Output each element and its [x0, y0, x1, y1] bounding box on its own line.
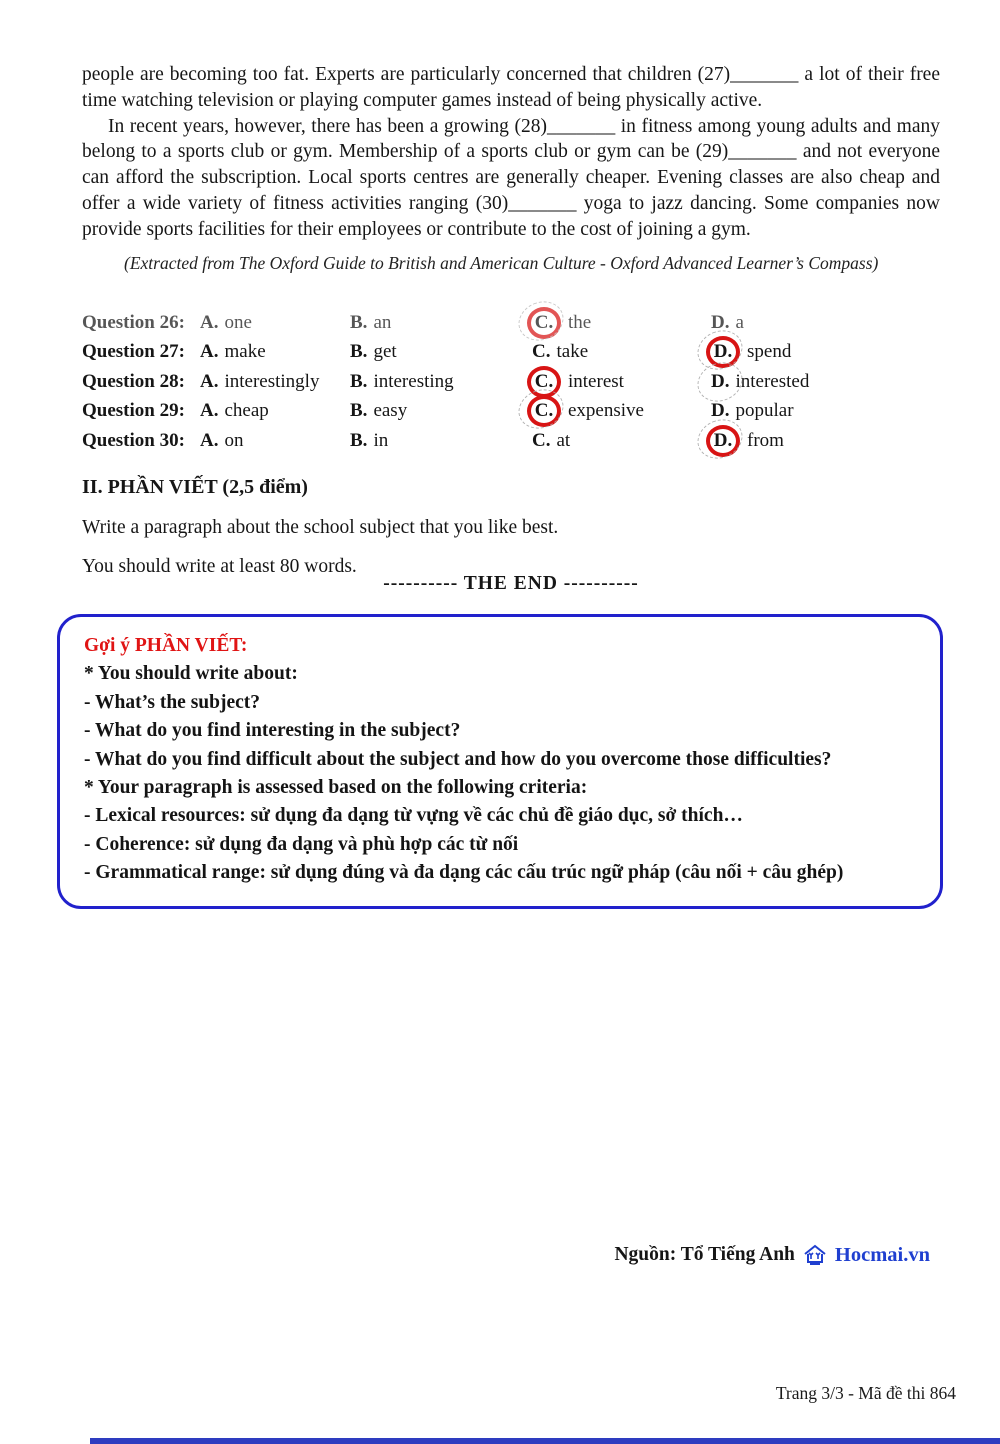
page-number-footer: Trang 3/3 - Mã đề thi 864 [775, 1383, 956, 1403]
suggestion-line: * You should write about: [84, 663, 298, 685]
suggestion-line: - Coherence: sử dụng đa dạng và phù hợp các từ nối [84, 833, 519, 855]
writing-section [82, 476, 940, 595]
suggestion-line: - What’s the subject? [84, 691, 261, 713]
suggestion-box-title: Gợi ý PHẦN VIẾT: [84, 635, 248, 656]
passage-paragraph-2: In recent years, however, there has been a growing (28)_______ in fitness among young adults and many belong to a sports club or gym. Membership of a sports club or gym can be (29)_______ and not everyone can afford the subscription. Local sports centres are generally cheaper. Evening classes are also cheap and offer a wide variety of fitness activities ranging (30)_______ yoga to jazz dancing. Some companies now provide sports facilities for their employees or contribute to the cost of joining a gym. [82, 115, 940, 240]
writing-section-heading: II. PHẦN VIẾT (2,5 điểm) [82, 476, 308, 498]
option-b: B. interesting [350, 370, 454, 392]
source-label: Nguồn: Tổ Tiếng Anh [614, 1244, 795, 1265]
writing-requirement: You should write at least 80 words. [82, 556, 357, 577]
option-d: D. a [711, 311, 744, 333]
suggestion-line: - What do you find difficult about the subject and how do you overcome those difficulties? [84, 748, 832, 770]
question-row-26 [82, 308, 962, 338]
suggestion-line: * Your paragraph is assessed based on the following criteria: [84, 777, 588, 799]
option-b: B. in [350, 429, 389, 451]
answer-circle-annotation: D. [711, 428, 741, 454]
question-number: Question 28: [82, 370, 185, 392]
option-c: C. at [532, 429, 571, 451]
option-d: D. interested [711, 370, 810, 392]
passage-paragraph-1: people are becoming too fat. Experts are particularly concerned that children (27)_______ a lot of their free time watching television or playing computer games instead of being physically active. [82, 64, 940, 111]
question-row-28 [82, 367, 962, 397]
answer-circle-annotation: C. [532, 310, 562, 336]
answer-circle-annotation: C. [532, 398, 562, 424]
question-row-30 [82, 426, 962, 456]
answer-circle-annotation: C. [532, 369, 562, 395]
option-a: A. on [200, 429, 244, 451]
option-a: A. cheap [200, 400, 269, 422]
option-a: A. make [200, 341, 266, 363]
option-a: A. one [200, 311, 252, 333]
question-row-27 [82, 338, 962, 368]
option-a: A. interestingly [200, 370, 320, 392]
question-number: Question 30: [82, 429, 185, 451]
passage-source-citation: (Extracted from The Oxford Guide to British and American Culture - Oxford Advanced Learner’s Compass) [124, 252, 879, 273]
hocmai-logo-icon [802, 1243, 828, 1267]
option-c: C. expensive [532, 398, 711, 424]
source-footer [614, 1243, 930, 1267]
option-d: D. from [711, 428, 962, 454]
writing-task: Write a paragraph about the school subject that you like best. [82, 517, 559, 538]
question-number: Question 26: [82, 311, 185, 333]
option-c: C. take [532, 341, 589, 363]
option-d: D. spend [711, 339, 962, 365]
option-d: D. popular [711, 400, 794, 422]
brand-name: Hocmai.vn [834, 1243, 930, 1266]
questions-block [82, 308, 962, 456]
question-row-29 [82, 397, 962, 427]
bottom-blue-bar [90, 1438, 1000, 1444]
reading-passage [82, 62, 940, 276]
option-b: B. get [350, 341, 397, 363]
option-c: C. interest [532, 369, 711, 395]
suggestion-line: - Lexical resources: sử dụng đa dạng từ vựng về các chủ đề giáo dục, sở thích… [84, 805, 743, 827]
option-b: B. easy [350, 400, 408, 422]
option-b: B. an [350, 311, 392, 333]
option-c: C. the [532, 310, 711, 336]
suggestion-line: - Grammatical range: sử dụng đúng và đa dạng các cấu trúc ngữ pháp (câu nối + câu ghép) [84, 862, 844, 884]
the-end-marker: ---------- THE END ---------- [383, 573, 639, 594]
suggestion-line: - What do you find interesting in the subject? [84, 720, 461, 742]
question-number: Question 29: [82, 400, 185, 422]
suggestion-box [57, 614, 943, 909]
question-number: Question 27: [82, 341, 185, 363]
pencil-circle-annotation: D. [711, 370, 730, 392]
answer-circle-annotation: D. [711, 339, 741, 365]
